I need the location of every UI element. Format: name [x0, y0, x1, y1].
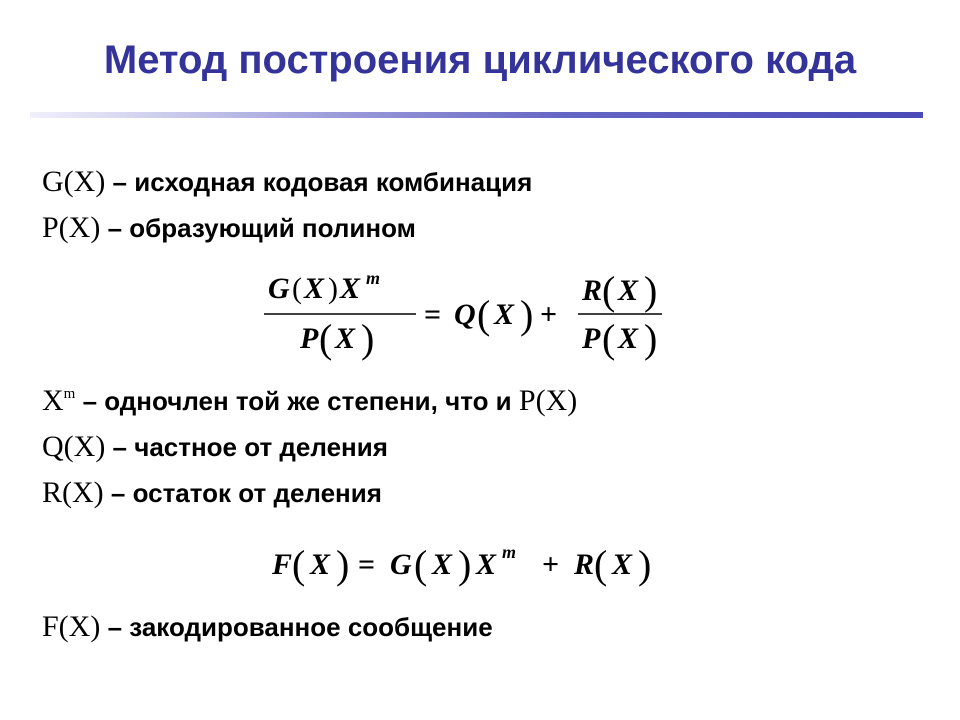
definition-xm-exponent: m	[63, 386, 76, 402]
definition-xm-text: – одночлен той же степени, что и	[75, 386, 519, 416]
formula-q-letter: Q	[454, 298, 476, 331]
definition-r	[42, 476, 382, 510]
formula-x-letter: X	[340, 272, 361, 305]
formula-paren: )	[361, 316, 375, 361]
encoding-formula	[268, 532, 678, 601]
formula-exponent-m: m	[502, 542, 517, 562]
formula-x-letter: X	[432, 548, 453, 581]
plus-sign: +	[540, 298, 558, 331]
formula-x-letter: X	[612, 548, 633, 581]
definition-q-symbol: Q(X)	[42, 430, 106, 463]
formula-x-letter: X	[618, 322, 639, 355]
definition-xm	[42, 384, 577, 418]
formula-x-letter: X	[310, 548, 331, 581]
definition-p	[42, 211, 416, 245]
formula-paren: (	[594, 542, 608, 587]
formula-paren: (	[602, 268, 616, 313]
formula-exponent-m: m	[366, 268, 381, 288]
formula-paren: (	[292, 542, 306, 587]
definition-f-symbol: F(X)	[42, 610, 101, 643]
formula-paren: (	[292, 272, 302, 305]
definition-q	[42, 430, 388, 464]
formula-x-letter: X	[618, 274, 639, 307]
formula-p-letter: P	[582, 322, 601, 355]
definition-r-text: – остаток от деления	[103, 478, 382, 508]
formula-x-letter: X	[476, 548, 497, 581]
formula-paren: )	[336, 542, 350, 587]
title-underline	[30, 112, 923, 118]
formula-x-letter: X	[494, 298, 515, 331]
formula-paren: )	[328, 272, 338, 305]
equals-sign: =	[358, 548, 376, 581]
formula-g-letter: G	[268, 272, 290, 305]
definition-g	[42, 165, 532, 199]
definition-f	[42, 610, 493, 644]
formula-p-letter: P	[300, 322, 319, 355]
formula-paren: (	[414, 542, 428, 587]
formula-x-letter: X	[304, 272, 325, 305]
division-formula-svg	[258, 262, 678, 372]
formula-paren: )	[458, 542, 472, 587]
definition-xm-symbol: $X^m$	[42, 384, 76, 417]
formula-r-letter: R	[574, 548, 595, 581]
division-formula	[258, 262, 678, 377]
formula-paren: )	[644, 316, 658, 361]
definition-g-text: – исходная кодовая комбинация	[105, 167, 533, 197]
formula-paren: )	[638, 542, 652, 587]
definition-p-symbol: P(X)	[42, 211, 101, 244]
definition-r-symbol: R(X)	[42, 476, 104, 509]
formula-r-letter: R	[582, 274, 603, 307]
definition-q-text: – частное от деления	[105, 432, 388, 462]
definition-xm-trailing-symbol: P(X)	[518, 384, 578, 417]
definition-g-symbol: G(X)	[42, 165, 106, 198]
definition-f-text: – закодированное сообщение	[100, 612, 493, 642]
slide-title: Метод построения циклического кода	[103, 38, 857, 82]
formula-f-letter: F	[272, 548, 293, 581]
encoding-formula-svg	[268, 532, 678, 596]
plus-sign: +	[542, 548, 560, 581]
equals-sign: =	[424, 298, 442, 331]
formula-paren: (	[477, 292, 491, 337]
formula-g-letter: G	[390, 548, 412, 581]
definition-p-text: – образующий полином	[100, 213, 416, 243]
formula-x-letter: X	[335, 322, 356, 355]
formula-paren: )	[644, 268, 658, 313]
formula-paren: )	[520, 292, 534, 337]
formula-paren: (	[602, 316, 616, 361]
formula-paren: (	[319, 316, 333, 361]
